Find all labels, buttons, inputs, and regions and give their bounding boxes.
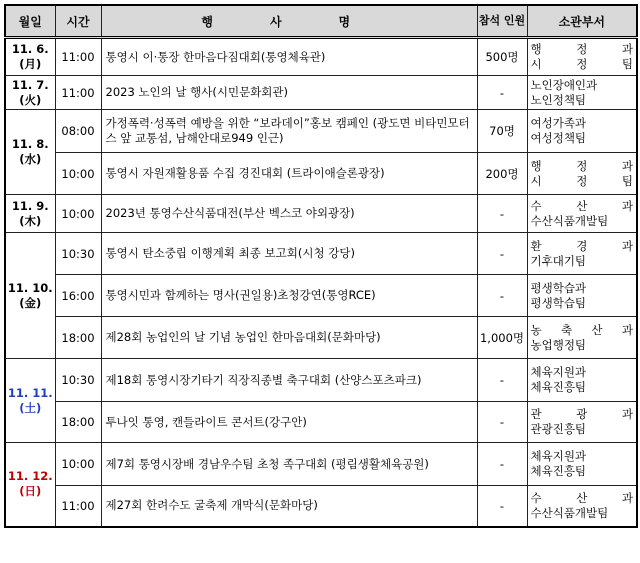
event-name: 투나잇 통영, 캔들라이트 콘서트(강구안) <box>101 402 477 443</box>
event-department <box>527 153 637 195</box>
header-department: 소관부서 <box>527 5 637 38</box>
day-cell <box>5 195 55 233</box>
header-time: 시간 <box>55 5 101 38</box>
event-attendance: 200명 <box>477 153 527 195</box>
event-name: 제28회 농업인의 날 기념 농업인 한마음대회(문화마당) <box>101 317 477 359</box>
schedule-row <box>5 233 637 275</box>
department-team: 농업행정팀 <box>530 337 587 352</box>
event-name: 통영시 이·통장 한마음다짐대회(통영체육관) <box>101 38 477 76</box>
day-weekday: (木) <box>19 213 42 228</box>
event-name: 가정폭력·성폭력 예방을 위한 “보라데이”홍보 캠페인 (광도면 비타민모터스 앞 교통섬, 남해안대로949 인근) <box>101 110 477 153</box>
schedule-table <box>4 4 638 528</box>
event-time: 08:00 <box>55 110 101 153</box>
header-row <box>5 5 637 38</box>
event-name: 제27회 한려수도 굴축제 개막식(문화마당) <box>101 486 477 527</box>
event-time: 10:00 <box>55 443 101 486</box>
event-department <box>527 359 637 402</box>
day-date: 11. 8. <box>11 137 49 151</box>
day-cell <box>5 76 55 110</box>
event-name: 통영시민과 함께하는 명사(권일용)초청강연(통영RCE) <box>101 275 477 317</box>
event-attendance: - <box>477 443 527 486</box>
header-event: 행 사 명 <box>101 5 477 38</box>
day-weekday: (月) <box>19 57 42 71</box>
department-division: 체육지원과 <box>530 365 587 379</box>
event-department <box>527 110 637 153</box>
event-time: 11:00 <box>55 38 101 76</box>
department-division: 체육지원과 <box>530 449 587 463</box>
department-division: 행 정 과 <box>530 42 633 56</box>
day-date: 11. 6. <box>11 42 49 56</box>
department-division: 수 산 과 <box>530 490 633 505</box>
event-time: 11:00 <box>55 486 101 527</box>
event-attendance: 70명 <box>477 110 527 153</box>
event-department <box>527 195 637 233</box>
schedule-row <box>5 153 637 195</box>
event-name: 2023년 통영수산식품대전(부산 벡스코 야외광장) <box>101 195 477 233</box>
event-time: 10:30 <box>55 233 101 275</box>
day-date: 11. 12. <box>7 469 53 484</box>
day-weekday: (日) <box>19 484 42 499</box>
header-day: 월일 <box>5 5 55 38</box>
schedule-row <box>5 359 637 402</box>
schedule-row <box>5 443 637 486</box>
event-time: 16:00 <box>55 275 101 317</box>
department-team: 수산식품개발팀 <box>530 213 609 228</box>
event-attendance: - <box>477 195 527 233</box>
event-name: 통영시 자원재활용품 수집 경진대회 (트라이애슬론광장) <box>101 153 477 195</box>
day-date: 11. 7. <box>11 77 49 92</box>
event-attendance: - <box>477 275 527 317</box>
day-weekday: (土) <box>19 400 42 415</box>
department-team: 시 정 팀 <box>530 57 633 71</box>
department-team: 여성정책팀 <box>530 131 587 145</box>
event-department <box>527 317 637 359</box>
department-team: 체육진흥팀 <box>530 464 587 478</box>
department-team: 시 정 팀 <box>530 173 633 188</box>
event-name: 제7회 통영시장배 경남우수팀 초청 족구대회 (평림생활체육공원) <box>101 443 477 486</box>
schedule-row <box>5 486 637 527</box>
event-time: 10:00 <box>55 195 101 233</box>
day-cell <box>5 359 55 443</box>
event-department <box>527 275 637 317</box>
event-attendance: - <box>477 486 527 527</box>
event-attendance: - <box>477 233 527 275</box>
day-cell <box>5 443 55 527</box>
schedule-body <box>5 38 637 527</box>
event-time: 10:30 <box>55 359 101 402</box>
department-team: 기후대기팀 <box>530 253 587 268</box>
schedule-row <box>5 38 637 76</box>
department-division: 행 정 과 <box>530 158 633 173</box>
event-department <box>527 402 637 443</box>
schedule-row <box>5 275 637 317</box>
event-department <box>527 233 637 275</box>
event-attendance: - <box>477 402 527 443</box>
day-weekday: (火) <box>19 92 42 107</box>
event-department <box>527 443 637 486</box>
event-time: 10:00 <box>55 153 101 195</box>
department-division: 노인장애인과 <box>530 77 598 92</box>
event-time: 11:00 <box>55 76 101 110</box>
department-team: 관광진흥팀 <box>530 422 587 436</box>
day-cell <box>5 110 55 195</box>
day-date: 11. 9. <box>11 198 49 213</box>
day-date: 11. 10. <box>7 280 53 295</box>
department-team: 평생학습팀 <box>530 295 587 310</box>
event-attendance: - <box>477 76 527 110</box>
day-weekday: (水) <box>19 152 42 166</box>
schedule-row <box>5 110 637 153</box>
event-department <box>527 38 637 76</box>
event-time: 18:00 <box>55 402 101 443</box>
department-team: 수산식품개발팀 <box>530 505 609 520</box>
event-attendance: 500명 <box>477 38 527 76</box>
event-attendance: 1,000명 <box>477 317 527 359</box>
department-division: 농 축 산 과 <box>530 322 633 337</box>
department-division: 평생학습과 <box>530 280 587 295</box>
department-division: 관 광 과 <box>530 407 633 421</box>
department-division: 환 경 과 <box>530 238 633 253</box>
day-cell <box>5 233 55 359</box>
department-division: 여성가족과 <box>530 116 587 130</box>
schedule-table-wrapper <box>4 4 638 528</box>
event-department <box>527 486 637 527</box>
day-cell <box>5 38 55 76</box>
schedule-row <box>5 402 637 443</box>
event-attendance: - <box>477 359 527 402</box>
event-name: 제18회 통영시장기타기 직장직종별 축구대회 (산양스포츠파크) <box>101 359 477 402</box>
department-team: 체육진흥팀 <box>530 380 587 394</box>
day-weekday: (金) <box>19 295 42 310</box>
department-division: 수 산 과 <box>530 198 633 213</box>
event-department <box>527 76 637 110</box>
header-attendance: 참석 인원 <box>477 5 527 38</box>
department-team: 노인정책팀 <box>530 92 587 107</box>
event-name: 통영시 탄소중립 이행계획 최종 보고회(시청 강당) <box>101 233 477 275</box>
schedule-row <box>5 317 637 359</box>
event-time: 18:00 <box>55 317 101 359</box>
schedule-row <box>5 195 637 233</box>
event-name: 2023 노인의 날 행사(시민문화회관) <box>101 76 477 110</box>
schedule-row <box>5 76 637 110</box>
day-date: 11. 11. <box>7 385 53 400</box>
